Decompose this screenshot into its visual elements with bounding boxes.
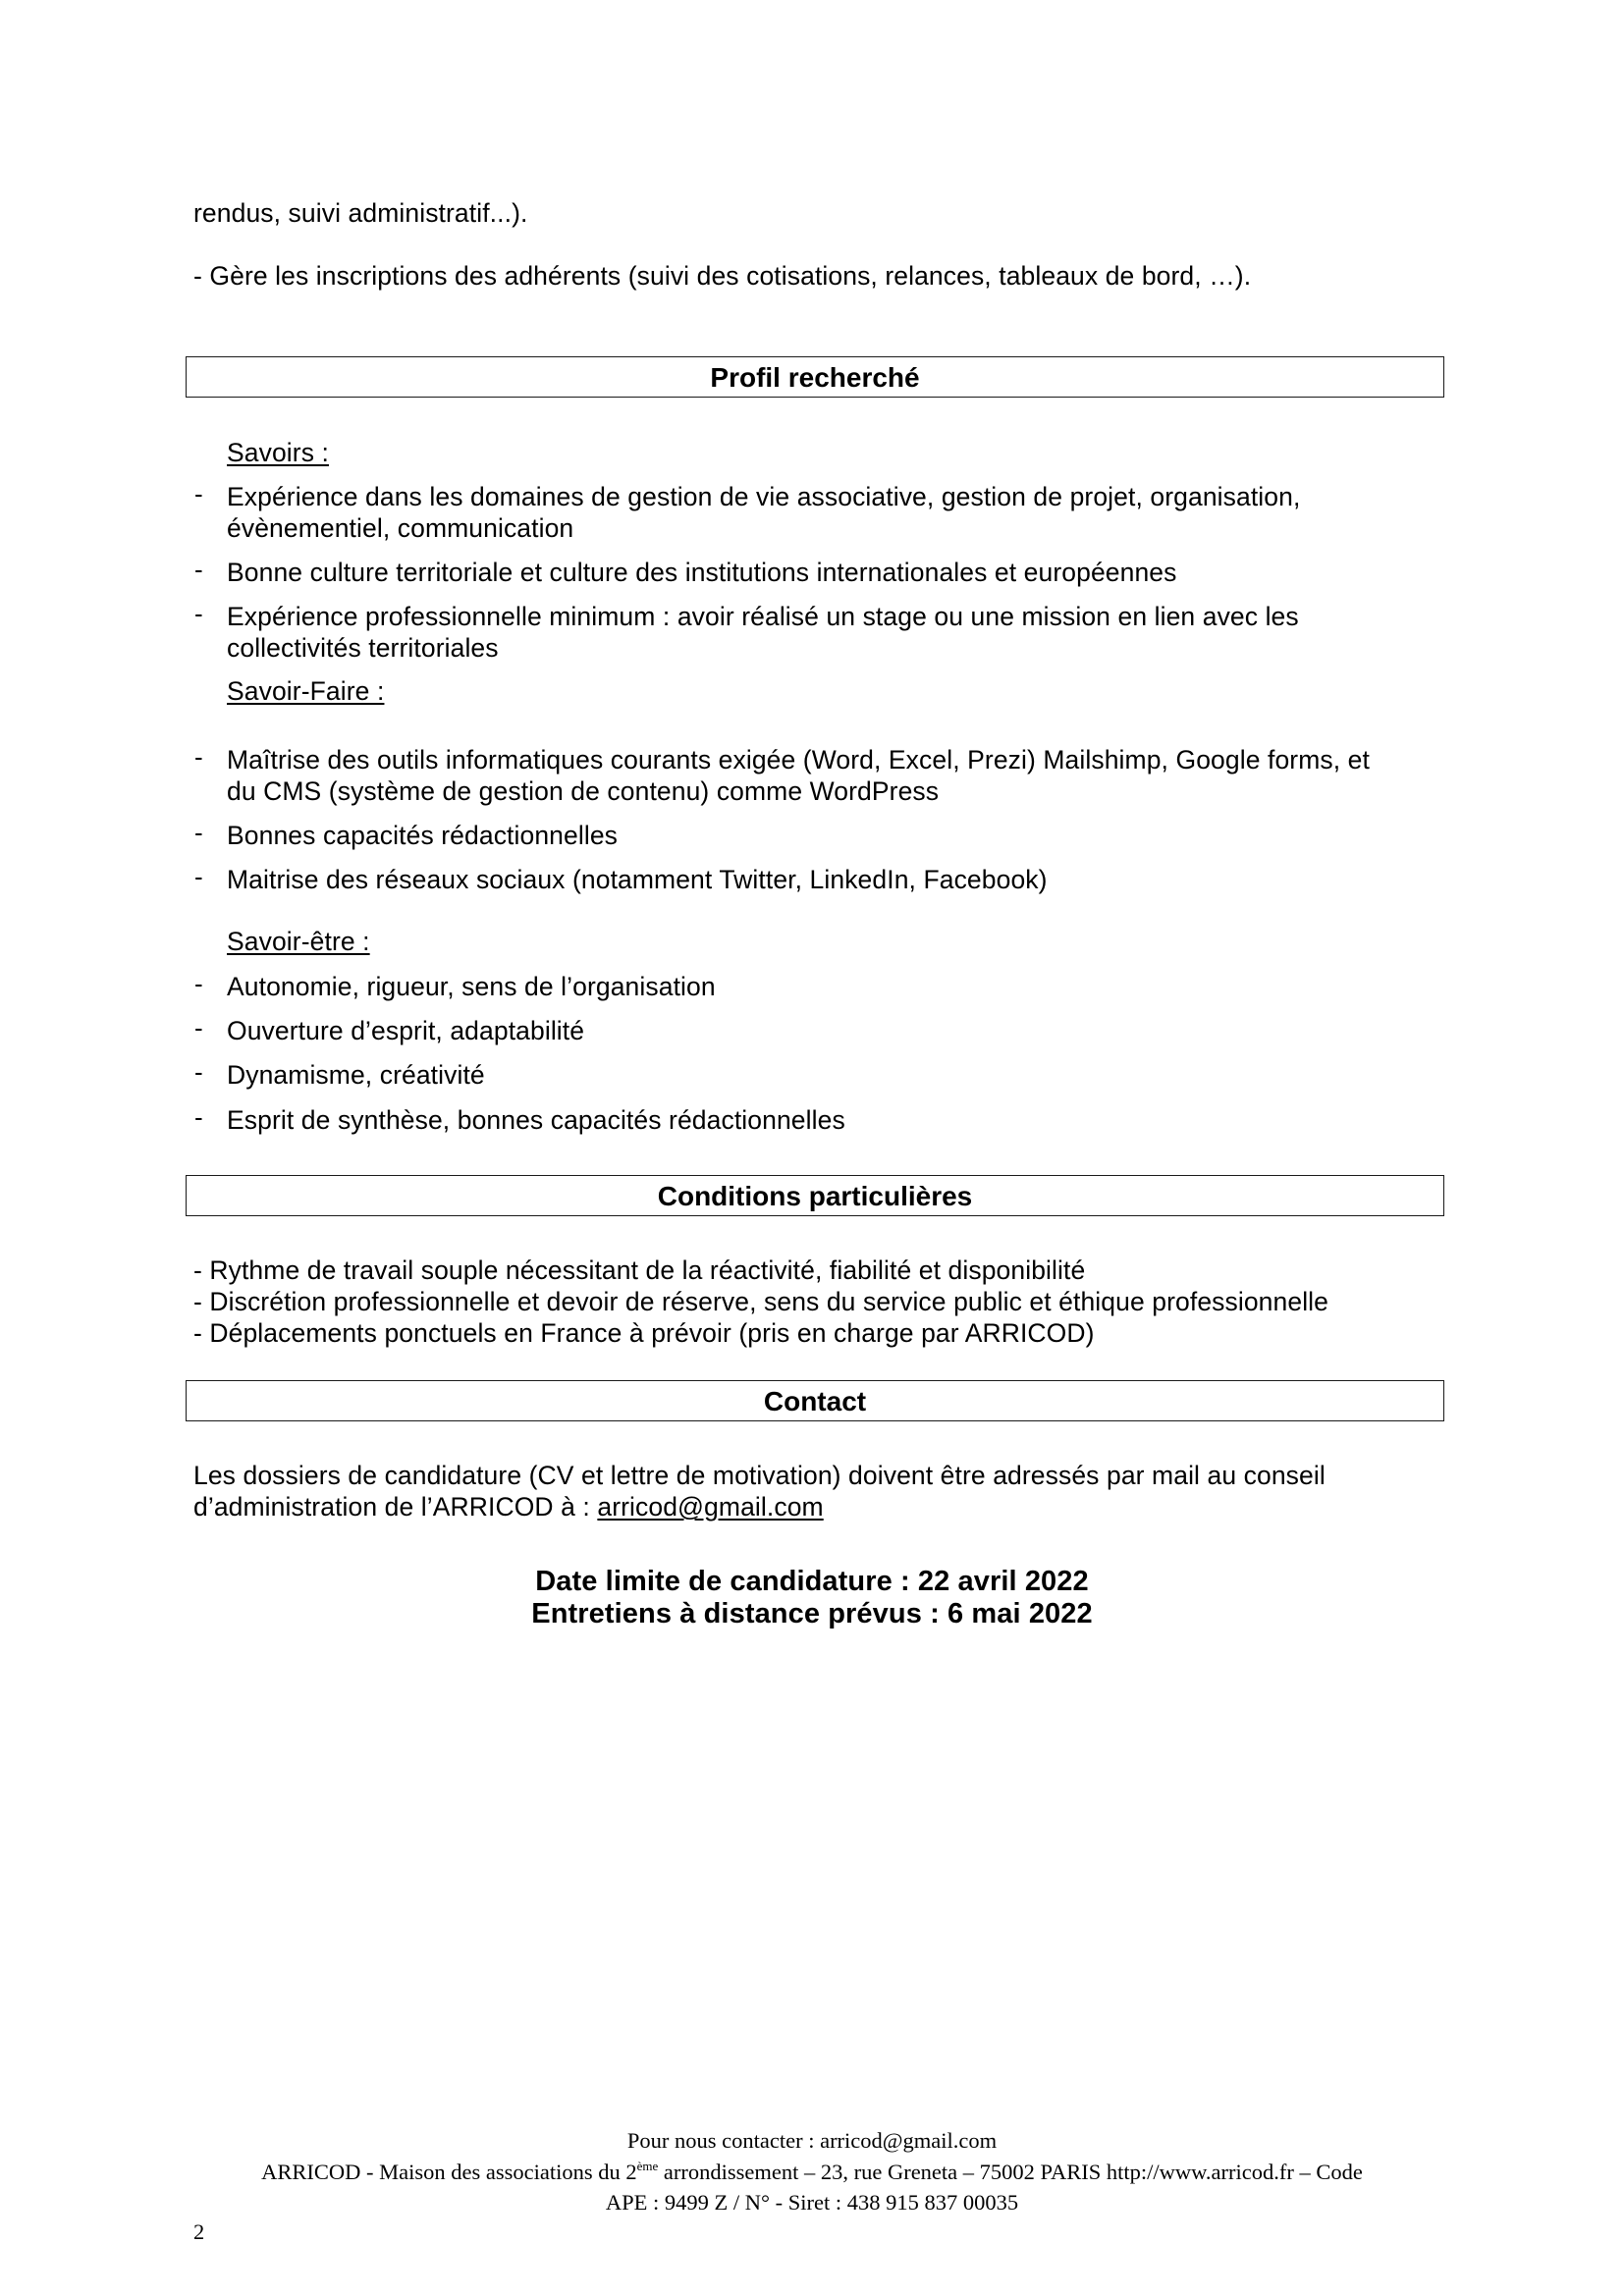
list-item: Maîtrise des outils informatiques courants exigée (Word, Excel, Prezi) Mailshimp, Google forms, et: [227, 745, 1370, 774]
condition-line: - Discrétion professionnelle et devoir de réserve, sens du service public et éthique professionnelle: [193, 1287, 1329, 1316]
bullet-dash: -: [194, 969, 203, 998]
intro-line-1: rendus, suivi administratif...).: [193, 198, 528, 228]
condition-line: - Rythme de travail souple nécessitant de la réactivité, fiabilité et disponibilité: [193, 1255, 1086, 1285]
list-item: Expérience professionnelle minimum : avoir réalisé un stage ou une mission en lien avec les: [227, 602, 1299, 631]
bullet-dash: -: [194, 862, 203, 891]
contact-text-line-1: Les dossiers de candidature (CV et lettre de motivation) doivent être adressés par mail au conseil: [193, 1461, 1326, 1490]
bullet-dash: -: [194, 1057, 203, 1087]
list-item: Dynamisme, créativité: [227, 1060, 485, 1090]
footer-address: [0, 2159, 1624, 2186]
footer-address-part-2: arrondissement – 23, rue Greneta – 75002 PARIS http://www.arricod.fr – Code: [658, 2160, 1363, 2184]
section-header-profil: [186, 356, 1444, 398]
subheading-savoirs: Savoirs :: [227, 438, 329, 467]
bullet-dash: -: [194, 742, 203, 772]
deadline-date: Date limite de candidature : 22 avril 2022: [535, 1566, 1089, 1597]
section-header-conditions: [186, 1175, 1444, 1216]
list-item: Autonomie, rigueur, sens de l’organisation: [227, 972, 716, 1001]
contact-email-link[interactable]: arricod@gmail.com: [597, 1492, 824, 1522]
footer-siret: APE : 9499 Z / N° - Siret : 438 915 837 00035: [605, 2190, 1019, 2215]
bullet-dash: -: [194, 1102, 203, 1132]
list-item: Ouverture d’esprit, adaptabilité: [227, 1016, 585, 1045]
bullet-dash: -: [194, 1013, 203, 1042]
footer-contact: Pour nous contacter : arricod@gmail.com: [626, 2128, 998, 2153]
bullet-dash: -: [194, 599, 203, 628]
section-header-contact: [186, 1380, 1444, 1421]
footer-address-superscript: ème: [636, 2159, 659, 2173]
page-number: 2: [193, 2219, 205, 2244]
intro-line-2: - Gère les inscriptions des adhérents (suivi des cotisations, relances, tableaux de bord, …).: [193, 261, 1252, 291]
list-item: Bonnes capacités rédactionnelles: [227, 821, 619, 850]
list-item-continuation: collectivités territoriales: [227, 633, 499, 663]
section-title-contact: Contact: [763, 1386, 867, 1416]
list-item-continuation: du CMS (système de gestion de contenu) comme WordPress: [227, 776, 940, 806]
subheading-savoir-faire: Savoir-Faire :: [227, 676, 385, 706]
section-title-profil: Profil recherché: [710, 362, 920, 393]
footer-address-part-1: ARRICOD - Maison des associations du 2: [261, 2160, 637, 2184]
bullet-dash: -: [194, 818, 203, 847]
section-title-conditions: Conditions particulières: [657, 1181, 973, 1211]
contact-text-prefix: d’administration de l’ARRICOD à :: [193, 1492, 598, 1522]
contact-text-line-2: [193, 1491, 824, 1522]
list-item: Esprit de synthèse, bonnes capacités rédactionnelles: [227, 1105, 845, 1135]
bullet-dash: -: [194, 555, 203, 584]
subheading-savoir-etre: Savoir-être :: [227, 927, 370, 956]
list-item: Expérience dans les domaines de gestion de vie associative, gestion de projet, organisation,: [227, 482, 1301, 511]
list-item: Bonne culture territoriale et culture des institutions internationales et européennes: [227, 558, 1177, 587]
condition-line: - Déplacements ponctuels en France à prévoir (pris en charge par ARRICOD): [193, 1318, 1095, 1348]
bullet-dash: -: [194, 479, 203, 508]
interview-date: Entretiens à distance prévus : 6 mai 2022: [531, 1598, 1093, 1629]
list-item: Maitrise des réseaux sociaux (notamment Twitter, LinkedIn, Facebook): [227, 865, 1048, 894]
list-item-continuation: évènementiel, communication: [227, 513, 574, 543]
